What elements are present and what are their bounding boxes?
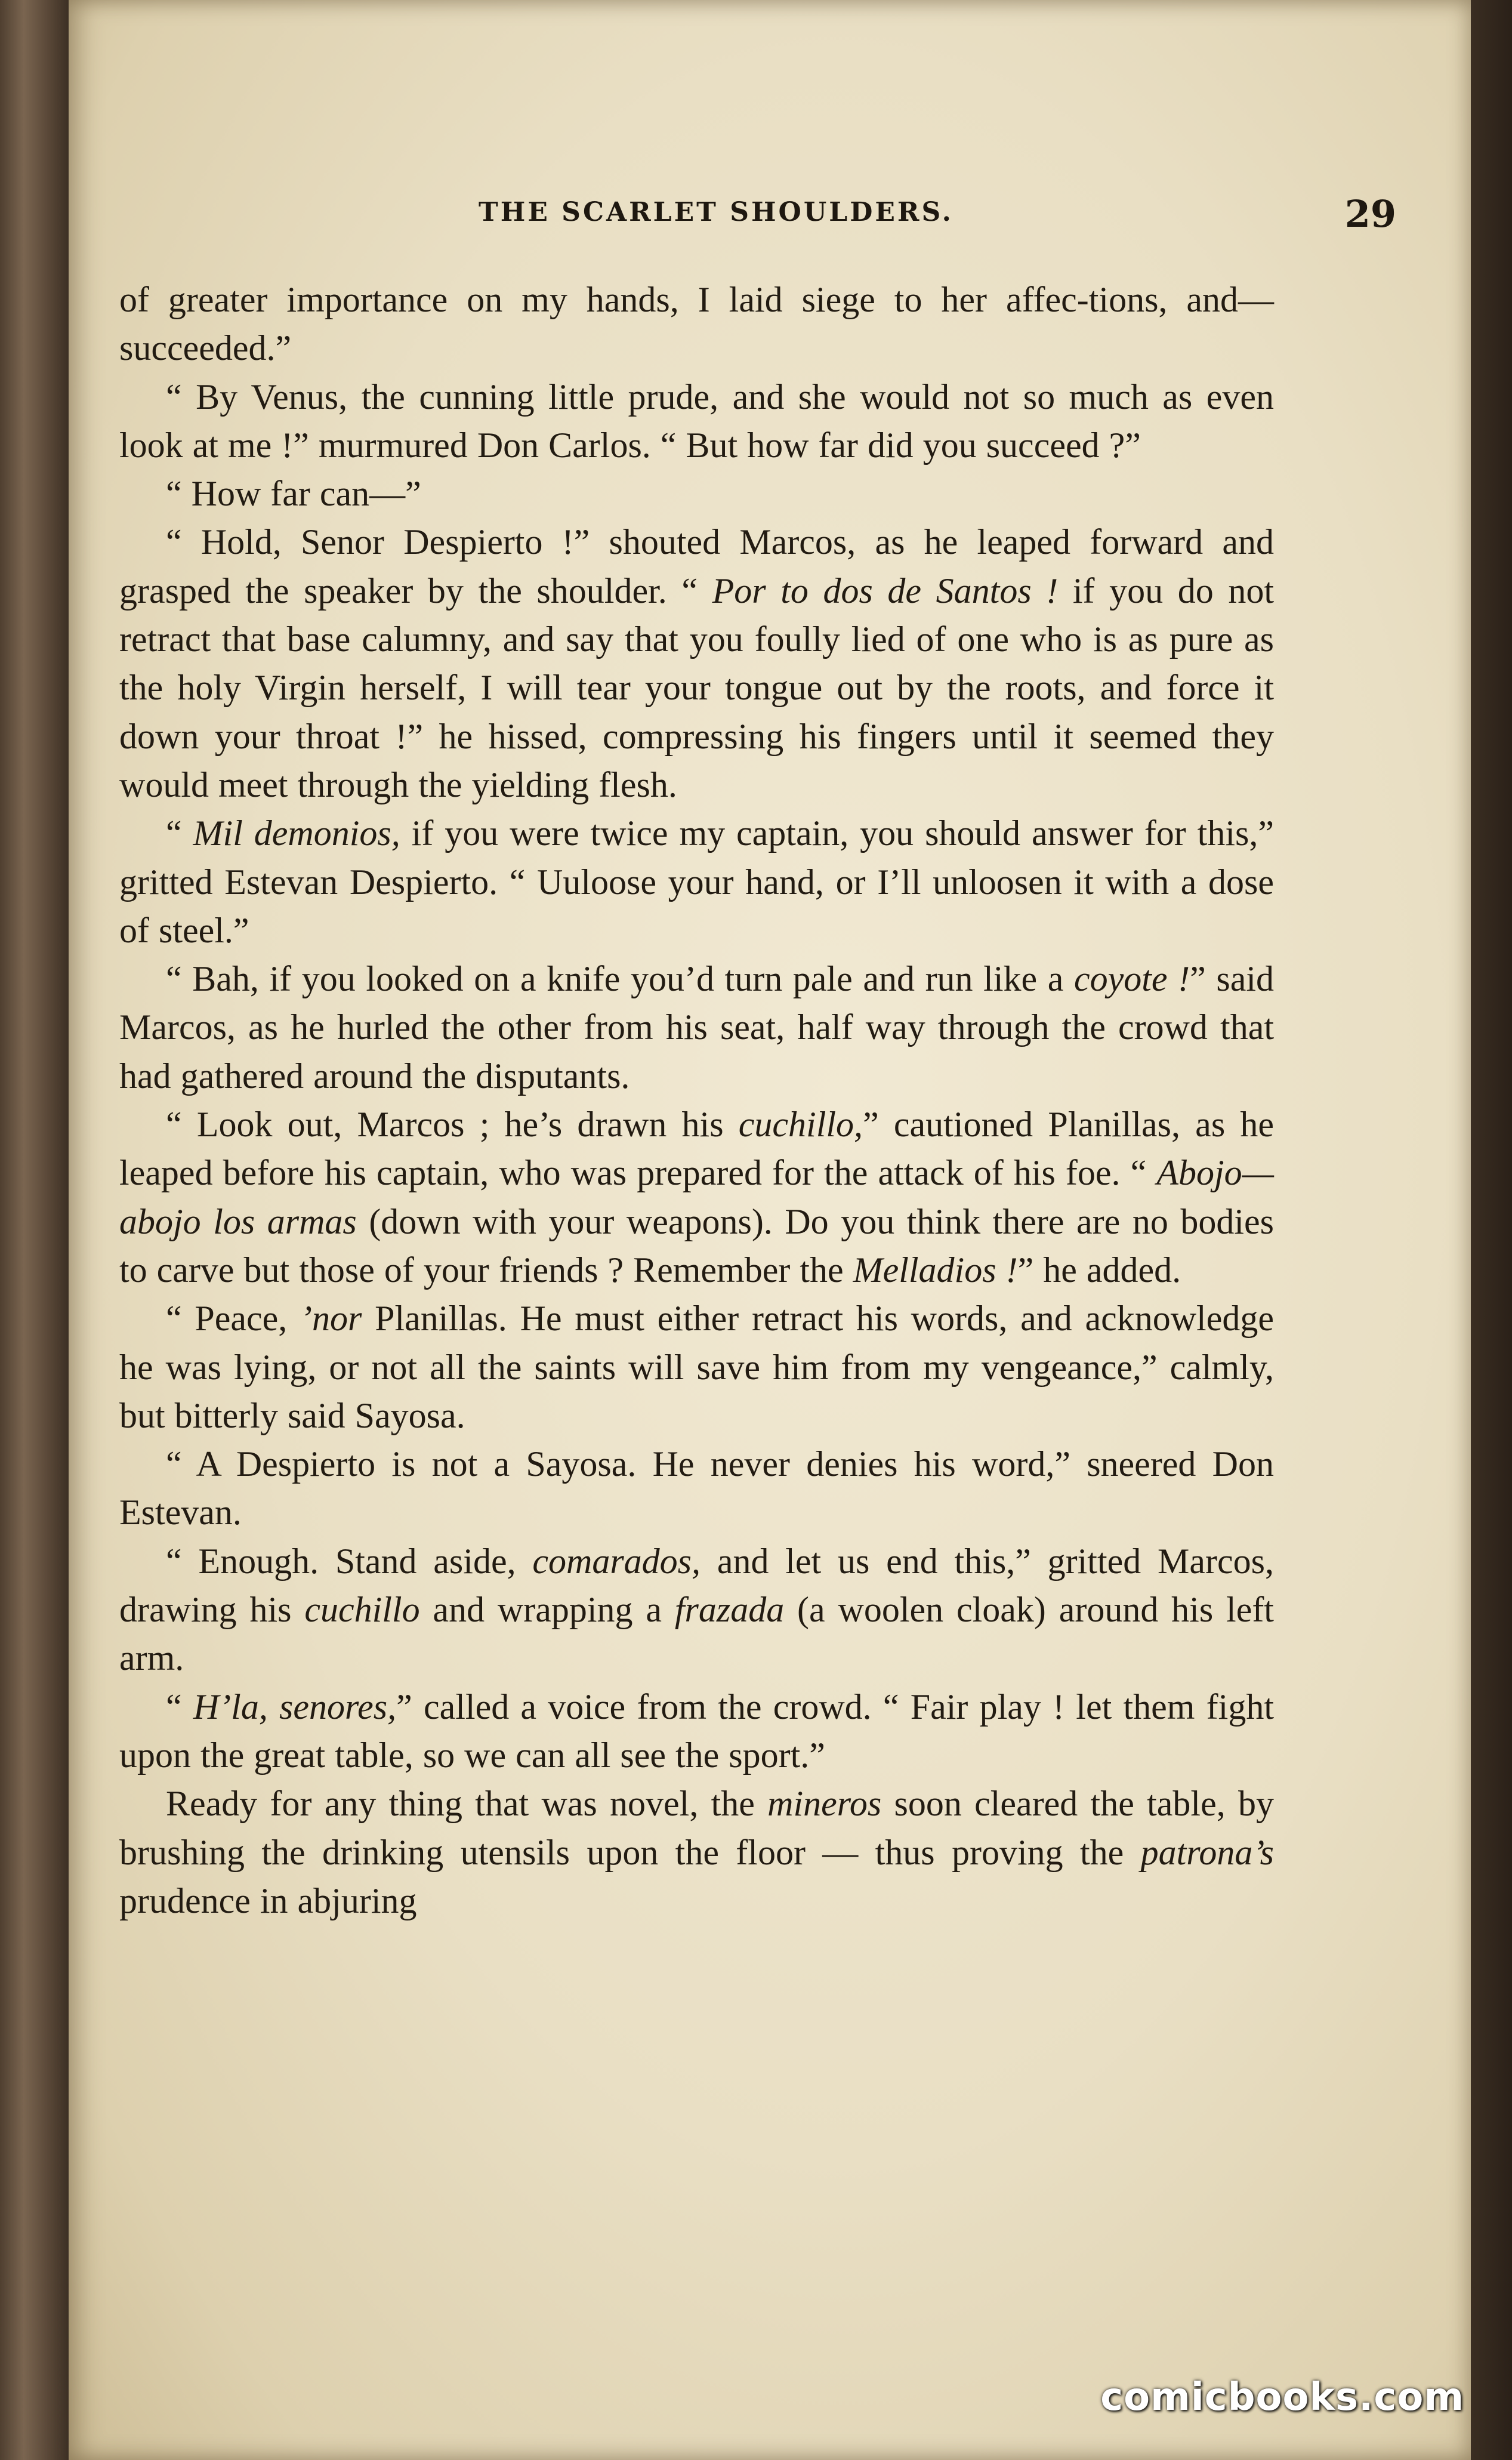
running-head [119,192,1396,240]
running-title: THE SCARLET SHOULDERS. [479,197,954,227]
text-run: (down with your weapons). Do you think there are no bodies to carve but those of your friends ? Remember the [119,1201,1275,1290]
page-edge-shadow [1471,0,1512,2460]
paragraph [119,1683,1274,1780]
italic-phrase: frazada [674,1590,785,1630]
text-run: ” said Marcos, as he hurled the other from his seat, half way through the crowd that had gathered around the disputants. [119,959,1275,1096]
text-run: ” he added. [1017,1250,1181,1290]
italic-phrase: comarados, [532,1541,701,1581]
text-run: of greater importance on my hands, I laid siege to her affec-tions, and—succeeded.” [119,280,1274,368]
text-run: “ Hold, Senor Despierto !” shouted Marcos, as he leaped forward and grasped the speaker by the shoulder. “ [119,522,1274,611]
paragraph [119,1100,1274,1294]
text-run: if you were twice my captain, you should answer for this,” gritted Estevan Despierto. “ Uuloose your hand, or I’ll unloosen it with a dose of steel.” [119,813,1275,950]
paragraph [119,955,1274,1100]
text-run: soon cleared the table, by brushing the drinking utensils upon the floor — thus proving the [119,1784,1274,1872]
text-run: Ready for any thing that was novel, the [166,1784,768,1824]
text-run: “ Bah, if you looked on a knife you’d turn pale and run like a [166,959,1074,999]
body-text [119,276,1274,1925]
paragraph [119,1440,1274,1537]
paragraph [119,809,1274,955]
text-run: (a woolen cloak) around his left arm. [119,1590,1274,1678]
italic-phrase: ’nor [300,1299,362,1339]
text-run: “ Peace, [166,1299,301,1339]
italic-phrase: cuchillo [304,1590,420,1630]
italic-phrase: Melladios ! [853,1250,1018,1290]
text-run: “ Enough. Stand aside, [166,1541,533,1581]
paragraph [119,1537,1274,1683]
italic-phrase: Mil demonios, [193,813,400,853]
italic-phrase: cuchillo, [738,1105,863,1145]
text-run: Planillas. He must either retract his words, and acknowledge he was lying, or not all the saints will save him from my vengeance,” calmly, but bitterly said Sayosa. [119,1299,1274,1435]
text-run: “ A Despierto is not a Sayosa. He never denies his word,” sneered Don Estevan. [119,1444,1274,1533]
italic-phrase: Abojo—abojo los armas [119,1153,1274,1241]
paragraph [119,1780,1274,1925]
text-run: and let us end this,” gritted Marcos, drawing his [119,1541,1275,1630]
site-watermark: comicbooks.com [1100,2375,1464,2419]
paragraph [119,518,1274,809]
italic-phrase: Por to dos de Santos ! [712,571,1059,611]
text-run: “ Look out, Marcos ; he’s drawn his [166,1105,739,1145]
book-gutter [0,0,69,2460]
paragraph [119,276,1274,373]
paragraph [119,373,1274,470]
text-run: if you do not retract that base calumny, and say that you foully lied of one who is as pure as the holy Virgin herself, I will tear your tongue out by the roots, and force it down your throat !” he hissed, compressing his fingers until it seemed they would meet through the yielding flesh. [119,571,1274,804]
text-run: “ By Venus, the cunning little prude, and she would not so much as even look at me !” murmured Don Carlos. “ But how far did you succeed ?” [119,377,1274,465]
text-run: ” cautioned Planillas, as he leaped before his captain, who was prepared for the attack of his foe. “ [119,1105,1274,1193]
page-number: 29 [1344,192,1396,236]
italic-phrase: mineros [767,1784,882,1824]
text-run: ” called a voice from the crowd. “ Fair play ! let them fight upon the great table, so we can all see the sport.” [119,1687,1274,1775]
paragraph [119,470,1274,518]
italic-phrase: coyote ! [1073,959,1190,999]
text-run: “ [166,1687,193,1727]
text-run: “ How far can—” [166,474,421,514]
text-run: “ [166,813,193,853]
text-run: prudence in abjuring [119,1881,417,1920]
italic-phrase: patrona’s [1140,1832,1274,1872]
text-run: and wrapping a [419,1590,675,1630]
paragraph [119,1294,1274,1440]
italic-phrase: H’la, senores, [193,1687,397,1727]
